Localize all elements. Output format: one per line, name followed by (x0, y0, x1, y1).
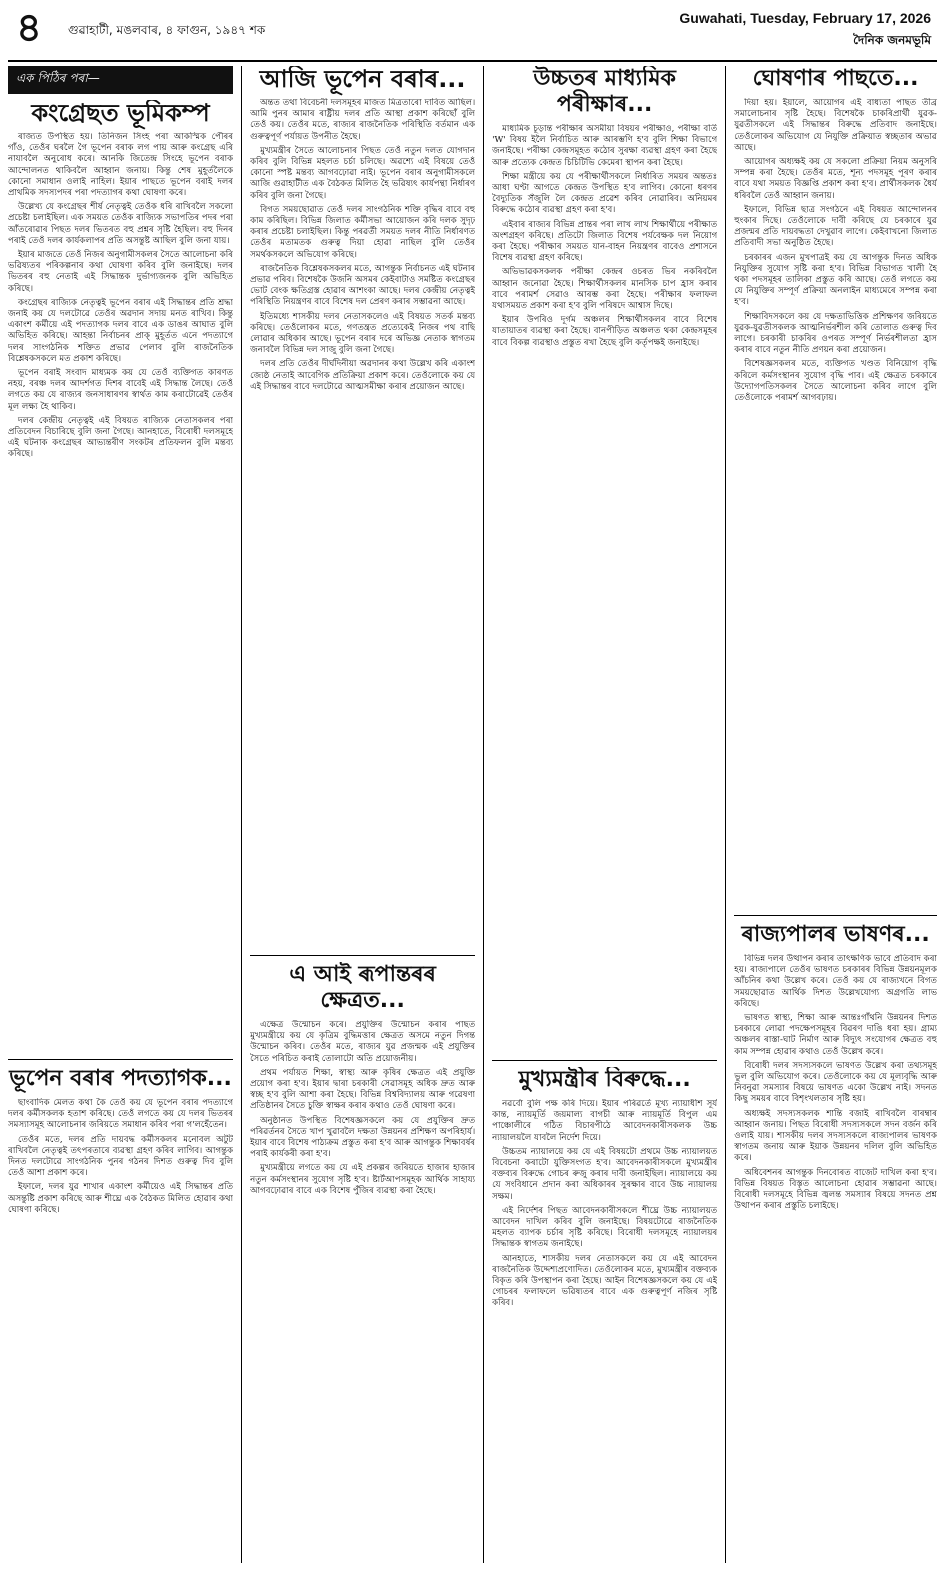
article-body (8, 1098, 233, 1546)
paragraph: অন্তত তথা বিবেচনী দলসমূহৰ মাজত মিত্ৰতাৰো দাবিত আছিল। আমি পুনৰ আমাৰ ৰাষ্ট্ৰীয় দলৰ প্ৰতি আস্থা প্ৰকাশ কৰিছোঁ বুলি তেওঁ কয়। তেওঁৰ মতে, ৰাজ্যৰ ৰাজনৈতিক পৰিস্থিতি বৰ্তমান এক গুৰুত্বপূৰ্ণ পৰ্যায়ত উপনীত হৈছে। (250, 98, 476, 142)
paragraph: বিভিন্ন দলৰ উত্থাপন কৰাৰ তাৎক্ষণিক ভাবে প্ৰতিবাদ কৰা হয়। ৰাজ্যপালে তেওঁৰ ভাষণত চৰকাৰৰ বিভিন্ন উন্নয়নমূলক আঁচনিৰ কথা উল্লেখ কৰে। তেওঁ কয় যে ৰাজ্যখনে বিগত সময়ছোৱাত আৰ্থিক দিশত উল্লেখযোগ্য অগ্ৰগতি লাভ কৰিছে। (734, 954, 937, 1009)
article-headline: ঘোষণাৰ পাছতে... (752, 66, 919, 91)
paragraph: তেওঁৰ মতে, দলৰ প্ৰতি দায়বদ্ধ কৰ্মীসকলৰ মনোবল অটুট ৰাখিবলৈ নেতৃত্বই তৎপৰতাৰে ব্যৱস্থা গ্ৰহণ কৰিব লাগিব। আগন্তুক দিনত দলটোৱে সাংগঠনিক পুনৰ গঠনৰ দিশত গুৰুত্ব দিব বুলি তেওঁ আশা প্ৰকাশ কৰে। (8, 1134, 234, 1179)
article-bhupen-resignation (8, 1066, 233, 1546)
paragraph: শিক্ষা মন্ত্ৰীয়ে কয় যে পৰীক্ষাৰ্থীসকলে নিৰ্ধাৰিত সময়ৰ অন্ততঃ আধা ঘণ্টা আগতে কেন্দ্ৰত উপস্থিত হ'ব লাগিব। কোনো ধৰণৰ বৈদ্যুতিক সঁজুলি লৈ কেন্দ্ৰত প্ৰৱেশ কৰিব নোৱাৰিব। অনিয়মৰ বিৰুদ্ধে কঠোৰ ব্যৱস্থা গ্ৰহণ কৰা হ'ব। (492, 171, 718, 216)
section-label: এক পিঠিৰ পৰা— (8, 66, 233, 94)
article-congress-earthquake (8, 100, 233, 1055)
column-1 (8, 66, 233, 1563)
divider (492, 1060, 717, 1061)
paragraph: বিশেষজ্ঞসকলৰ মতে, ব্যক্তিগত খণ্ডত বিনিয়োগ বৃদ্ধি কৰিলে কৰ্মসংস্থানৰ সুযোগ বৃদ্ধি পাব। এই ক্ষেত্ৰত চৰকাৰে উদ্যোগপতিসকলৰ সৈতে আলোচনা কৰিব লাগে বুলি তেওঁলোকে পৰামৰ্শ আগবঢ়ায়। (734, 359, 937, 404)
paragraph: অধিবেশনৰ আগন্তুক দিনবোৰত বাজেট দাখিল কৰা হ'ব। বিভিন্ন বিষয়ত বিস্তৃত আলোচনা হোৱাৰ সম্ভাৱনা আছে। বিৰোধী দলসমূহে বিভিন্ন জ্বলন্ত সমস্যাৰ বিষয়ে সদনত প্ৰশ্ন উত্থাপন কৰাৰ প্ৰস্তুতি চলাইছে। (734, 1167, 937, 1212)
paragraph: ইফালে, বিভিন্ন ছাত্ৰ সংগঠনে এই বিষয়ত আন্দোলনৰ হুংকাৰ দিছে। তেওঁলোকে দাবী কৰিছে যে চৰকাৰে যুৱ প্ৰজন্মৰ প্ৰতি দায়বদ্ধতা দেখুৱাব লাগে। কেইবাখনো জিলাত প্ৰতিবাদী সভা অনুষ্ঠিত হৈছে। (734, 204, 937, 249)
paragraph: ভাষণত স্বাস্থ্য, শিক্ষা আৰু আন্তঃগাঁথনি উন্নয়নৰ দিশত চৰকাৰে লোৱা পদক্ষেপসমূহৰ বিৱৰণ দাঙি ধৰা হয়। গ্ৰাম্য অঞ্চলৰ ৰাস্তা-ঘাট নিৰ্মাণ আৰু বিদ্যুৎ সংযোগৰ ক্ষেত্ৰত বহু কাম সম্পন্ন হোৱাৰ কথাও তেওঁ উল্লেখ কৰে। (734, 1013, 937, 1057)
divider (250, 955, 475, 956)
divider (8, 1059, 233, 1060)
paragraph: মুখ্যমন্ত্ৰীয়ে লগতে কয় যে এই প্ৰকল্পৰ জৰিয়তে হাজাৰ হাজাৰ নতুন কৰ্মসংস্থানৰ সুযোগ সৃষ্টি হ'ব। ষ্টাৰ্টআপসমূহক আৰ্থিক সাহায্য আগবঢ়োৱাৰ বাবে এক বিশেষ পুঁজিৰ ব্যৱস্থা কৰা হৈছে। (250, 1163, 476, 1196)
paragraph: বিগত সময়ছোৱাত তেওঁ দলৰ সাংগঠনিক শক্তি বৃদ্ধিৰ বাবে বহু কাম কৰিছিল। বিভিন্ন জিলাত কৰ্মীসভা আয়োজন কৰি দলক সুদৃঢ় কৰাৰ প্ৰচেষ্টা চলাইছিল। কিন্তু পৰৱৰ্তী সময়ত দলৰ নীতি নিৰ্ধাৰণত তেওঁৰ মতামতক গুৰুত্ব দিয়া হোৱা নাছিল বুলি তেওঁৰ সমৰ্থকসকলে অভিযোগ কৰিছে। (250, 204, 476, 260)
article-hs-exam (492, 66, 717, 1056)
paragraph: উচ্চতম ন্যায়ালয়ে কয় যে এই বিষয়টো প্ৰথমে উচ্চ ন্যায়ালয়ত বিবেচনা কৰাটো যুক্তিসংগত হ'ব। আবেদনকাৰীসকলে মুখ্যমন্ত্ৰীৰ বক্তব্যৰ বিৰুদ্ধে গোচৰ ৰুজু কৰাৰ দাবী জনাইছিল। ন্যায়ালয়ে কয় যে সংবিধানে প্ৰদান কৰা অধিকাৰৰ সুৰক্ষাৰ বাবে উচ্চ ন্যায়ালয় সক্ষম। (492, 1146, 718, 1202)
divider (734, 915, 937, 916)
paragraph: কংগ্ৰেছৰ ৰাজ্যিক নেতৃত্বই ভূপেন বৰাৰ এই সিদ্ধান্তৰ প্ৰতি শ্ৰদ্ধা জনাই কয় যে দলটোৱে তেওঁৰ অৱদান সদায় মনত ৰাখিব। কিন্তু একাংশ কৰ্মীয়ে এই পদত্যাগক দলৰ বাবে এক ডাঙৰ আঘাত বুলি অভিহিত কৰিছে। আহন্তা নিৰ্বাচনৰ প্ৰাক্ মুহূৰ্তত এনে পদত্যাগে দলৰ সাংগঠনিক শক্তিত প্ৰভাৱ পেলাব বুলি ৰাজনৈতিক বিশ্লেষকসকলে মত প্ৰকাশ কৰিছে। (8, 297, 234, 364)
paragraph: মুখ্যমন্ত্ৰীৰ সৈতে আলোচনাৰ পিছত তেওঁ নতুন দলত যোগদান কৰিব বুলি বিভিন্ন মহলত চৰ্চা চলিছে। অৱশ্যে এই বিষয়ে তেওঁ কোনো স্পষ্ট মন্তব্য আগবঢ়োৱা নাই। ভূপেন বৰাৰ অনুগামীসকলে আজি গুৱাহাটীত এক বৈঠকত মিলিত হৈ ভৱিষ্যৎ কাৰ্যপন্থা নিৰ্ধাৰণ কৰিব বুলি জনা গৈছে। (250, 145, 476, 201)
paragraph: ইফালে, দলৰ যুৱ শাখাৰ একাংশ কৰ্মীয়েও এই সিদ্ধান্তৰ প্ৰতি অসন্তুষ্টি প্ৰকাশ কৰিছে আৰু শীঘ্ৰে এক বৈঠকত মিলিত হোৱাৰ কথা ঘোষণা কৰিছে। (8, 1182, 234, 1215)
paragraph: এইবাৰ ৰাজ্যৰ বিভিন্ন প্ৰান্তৰ পৰা লাখ লাখ শিক্ষাৰ্থীয়ে পৰীক্ষাত অংশগ্ৰহণ কৰিছে। প্ৰতিটো জিলাত বিশেষ পৰ্যবেক্ষক দল নিয়োগ কৰা হৈছে। পৰীক্ষাৰ সময়ত যান-বাহন নিয়ন্ত্ৰণৰ বাবেও প্ৰশাসনে বিশেষ ব্যৱস্থা গ্ৰহণ কৰিছে। (492, 219, 718, 264)
paragraph: আয়োগৰ অধ্যক্ষই কয় যে সকলো প্ৰক্ৰিয়া নিয়ম অনুসৰি সম্পন্ন কৰা হৈছে। তেওঁৰ মতে, শূন্য পদসমূহ পূৰণ কৰাৰ বাবে যথা সময়ত বিজ্ঞপ্তি প্ৰকাশ কৰা হ'ব। প্ৰাৰ্থীসকলক ধৈৰ্য ধৰিবলৈ তেওঁ আহ্বান জনায়। (734, 157, 937, 201)
paragraph: এক্ষেত্ৰ উন্মোচন কৰে। প্ৰযুক্তিৰ উন্মোচন কৰাৰ পাছত মুখ্যমন্ত্ৰীয়ে কয় যে কৃত্ৰিম বুদ্ধিমত্তাৰ ক্ষেত্ৰত অসমে নতুন দিগন্ত উন্মোচন কৰিব। তেওঁৰ মতে, ৰাজ্যৰ যুৱ প্ৰজন্মক এই প্ৰযুক্তিৰ সৈতে পৰিচিত কৰাই তোলাটো অতি প্ৰয়োজনীয়। (250, 1020, 476, 1064)
paragraph: আনহাতে, শাসকীয় দলৰ নেতাসকলে কয় যে এই আবেদন ৰাজনৈতিক উদ্দেশ্যপ্ৰণোদিত। তেওঁলোকৰ মতে, মুখ্যমন্ত্ৰীৰ বক্তব্যক বিকৃত কৰি উপস্থাপন কৰা হৈছে। আইন বিশেষজ্ঞসকলে কয় যে এই গোচৰৰ ফলাফলে ভৱিষ্যতৰ বাবে এক গুৰুত্বপূৰ্ণ নজিৰ সৃষ্টি কৰিব। (492, 1253, 718, 1309)
paper-name: দৈনিক জনমভূমি (853, 33, 931, 47)
paragraph: ইতিমধ্যে শাসকীয় দলৰ নেতাসকলেও এই বিষয়ত সতৰ্ক মন্তব্য কৰিছে। তেওঁলোকৰ মতে, গণতন্ত্ৰত প্ৰত্যেকেই নিজৰ পথ বাছি লোৱাৰ অধিকাৰ আছে। ভূপেন বৰাৰ দৰে অভিজ্ঞ নেতাক স্বাগতম জনাবলৈ বিভিন্ন দল সাজু বুলি জনা গৈছে। (250, 311, 476, 356)
article-body (492, 1099, 717, 1527)
page-number: ৪ (16, 4, 42, 51)
article-body (250, 98, 475, 951)
paragraph: শিক্ষাবিদসকলে কয় যে দক্ষতাভিত্তিক প্ৰশিক্ষণৰ জৰিয়তে যুৱক-যুৱতীসকলক আত্মনিৰ্ভৰশীল কৰি তোলাত গুৰুত্ব দিব লাগে। চৰকাৰী চাকৰিৰ ওপৰত সম্পূৰ্ণ নিৰ্ভৰশীলতা হ্ৰাস কৰাৰ বাবে নতুন নীতি প্ৰণয়ন কৰা প্ৰয়োজন। (734, 311, 937, 356)
paragraph: প্ৰথম পৰ্যায়ত শিক্ষা, স্বাস্থ্য আৰু কৃষিৰ ক্ষেত্ৰত এই প্ৰযুক্তি প্ৰয়োগ কৰা হ'ব। ইয়াৰ দ্বাৰা চৰকাৰী সেৱাসমূহ অধিক দ্ৰুত আৰু স্বচ্ছ হ'ব বুলি আশা কৰা হৈছে। বিভিন্ন বিশ্ববিদ্যালয় আৰু গৱেষণা প্ৰতিষ্ঠানৰ সৈতে চুক্তি স্বাক্ষৰ কৰাৰ কথাও তেওঁ ঘোষণা কৰে। (250, 1067, 476, 1112)
paragraph: অনুষ্ঠানত উপস্থিত বিশেষজ্ঞসকলে কয় যে প্ৰযুক্তিৰ দ্ৰুত পৰিৱৰ্তনৰ সৈতে খাপ খুৱাবলৈ দক্ষতা উন্নয়নৰ প্ৰশিক্ষণ অপৰিহাৰ্য। ইয়াৰ বাবে বিশেষ পাঠ্যক্ৰম প্ৰস্তুত কৰা হ'ব আৰু আগন্তুক শিক্ষাবৰ্ষৰ পৰাই কাৰ্যকৰী কৰা হ'ব। (250, 1115, 476, 1160)
paragraph: অভিভাৱকসকলক পৰীক্ষা কেন্দ্ৰৰ ওচৰত ভিৰ নকৰিবলৈ আহ্বান জনোৱা হৈছে। শিক্ষাৰ্থীসকলৰ মানসিক চাপ হ্ৰাস কৰাৰ বাবে পৰামৰ্শ সেৱাও আৰম্ভ কৰা হৈছে। পৰীক্ষাৰ ফলাফল যথাসময়ত প্ৰকাশ কৰা হ'ব বুলি পৰিষদে আশ্বাস দিছে। (492, 267, 718, 312)
column-2 (250, 66, 475, 1563)
date-local: গুৱাহাটী, মঙলবাৰ, ৪ ফাগুন, ১৯৪৭ শক (68, 23, 266, 37)
article-body (734, 954, 937, 1532)
column-separator (483, 66, 484, 1563)
article-body (250, 1020, 475, 1542)
masthead (8, 0, 937, 62)
article-headline: এ আই ৰূপান্তৰৰ ক্ষেত্ৰত... (289, 962, 436, 1013)
article-headline: আজি ভূপেন বৰাৰ... (259, 66, 466, 93)
paragraph: অধ্যক্ষই সদস্যসকলক শান্তি বজাই ৰাখিবলৈ বাৰম্বাৰ আহ্বান জনায়। পিছত বিৰোধী সদস্যসকলে সদন বৰ্জন কৰি ওলাই যায়। শাসকীয় দলৰ সদস্যসকলে ৰাজ্যপালৰ ভাষণক স্বাগতম জনায় আৰু ইয়াক উন্নয়নৰ দলিল বুলি অভিহিত কৰে। (734, 1108, 937, 1164)
article-body (492, 124, 717, 1056)
paragraph: ইয়াৰ মাজতে তেওঁ নিজৰ অনুগামীসকলৰ সৈতে আলোচনা কৰি ভৱিষ্যতৰ পৰিকল্পনাৰ কথা ঘোষণা কৰিব বুলি জনাইছে। দলৰ ভিতৰৰ বহু নেতাই এই সিদ্ধান্তক দুৰ্ভাগ্যজনক বুলি অভিহিত কৰিছে। (8, 250, 234, 294)
article-headline: ভূপেন বৰাৰ পদত্যাগক... (9, 1066, 232, 1091)
paragraph: ভূপেন বৰাই সংবাদ মাধ্যমক কয় যে তেওঁ ব্যক্তিগত কাৰণত নহয়, বৰঞ্চ দলৰ আদৰ্শগত দিশৰ বাবেই এই সিদ্ধান্ত লৈছে। তেওঁ লগতে কয় যে ৰাজ্যৰ জনসাধাৰণৰ স্বাৰ্থত কাম কৰাটোৱেই তেওঁৰ মূল লক্ষ্য হৈ থাকিব। (8, 368, 234, 412)
paragraph: দলৰ কেন্দ্ৰীয় নেতৃত্বই এই বিষয়ত ৰাজ্যিক নেতাসকলৰ পৰা প্ৰতিবেদন বিচাৰিছে বুলি জনা গৈছে। আনহাতে, বিৰোধী দলসমূহে এই ঘটনাক কংগ্ৰেছৰ আভ্যন্তৰীণ সংকটৰ প্ৰতিফলন বুলি মন্তব্য কৰিছে। (8, 415, 234, 460)
article-body (8, 132, 233, 1055)
paragraph: উল্লেখ্য যে কংগ্ৰেছৰ শীৰ্ষ নেতৃত্বই তেওঁক ধৰি ৰাখিবলৈ সকলো প্ৰচেষ্টা চলাইছিল। এক সময়ত তেওঁক ৰাজ্যিক সভাপতিৰ পদৰ পৰা আঁতৰোৱাৰ পিছত দলৰ ভিতৰত বহু প্ৰশ্নৰ সৃষ্টি হৈছিল। বহু দিনৰ পৰাই তেওঁ দলৰ কাৰ্যকলাপৰ প্ৰতি অসন্তুষ্ট আছিল বুলি জনা যায়। (8, 202, 234, 246)
article-headline: মুখ্যমন্ত্ৰীৰ বিৰুদ্ধে... (518, 1067, 691, 1092)
article-governor-speech (734, 922, 937, 1532)
paragraph: দলৰ প্ৰতি তেওঁৰ দীৰ্ঘদিনীয়া অৱদানৰ কথা উল্লেখ কৰি একাংশ জ্যেষ্ঠ নেতাই আবেগিক প্ৰতিক্ৰিয়া প্ৰকাশ কৰে। তেওঁলোকে কয় যে এই সিদ্ধান্তৰ বাবে দলটোৱে আত্মসমীক্ষা কৰাৰ প্ৰয়োজন আছে। (250, 359, 476, 392)
article-against-cm (492, 1067, 717, 1527)
article-ai-transformation (250, 962, 475, 1542)
paragraph: মাধ্যমিক চূড়ান্ত পৰীক্ষাৰ অসমীয়া বিষয়ৰ পৰীক্ষাও, পৰীক্ষা বৰ্তি 'W' বিষয় ইলৈ নিৰ্বাচিত আৰু আৰম্ভণি হ'ব বুলি শিক্ষা বিভাগে জনাইছে। পৰীক্ষা কেন্দ্ৰসমূহত কঠোৰ সুৰক্ষা ব্যৱস্থা গ্ৰহণ কৰা হৈছে আৰু প্ৰত্যেক কেন্দ্ৰত চিচিটিভি কেমেৰা স্থাপন কৰা হৈছে। (492, 124, 718, 168)
article-after-announcement (734, 66, 937, 911)
paragraph: বিৰোধী দলৰ সদস্যসকলে ভাষণত উল্লেখ কৰা তথ্যসমূহ ভুল বুলি অভিযোগ কৰে। তেওঁলোকে কয় যে মূল্যবৃদ্ধি আৰু নিবনুৱা সমস্যাৰ বিষয়ে ভাষণত একো উল্লেখ নাই। সদনত কিছু সময়ৰ বাবে বিশৃংখলতাৰ সৃষ্টি হয়। (734, 1060, 937, 1105)
date-english: Guwahati, Tuesday, February 17, 2026 (679, 10, 931, 26)
article-headline: কংগ্ৰেছত ভূমিকম্প (31, 100, 210, 127)
column-separator (725, 66, 726, 1563)
article-headline: ৰাজ্যপালৰ ভাষণৰ... (741, 922, 930, 947)
column-separator (241, 66, 242, 1563)
article-bhupen-today (250, 66, 475, 951)
paragraph: নৱৰ্বো বুলি পক্ষ কৰি দিয়ে। ইয়াৰ পৰিৱৰ্তে মূখ্য ন্যায়াধীশ সূৰ্য কান্ত, ন্যায়মূৰ্তি জয়মাল্য বাগচী আৰু ন্যায়মূৰ্তি বিপুল এম পাঞ্চোলীৰে গঠিত বিচাৰপীঠে আবেদনকাৰীসকলক উচ্চ ন্যায়ালয়লৈ যাবলৈ নিৰ্দেশ দিয়ে। (492, 1099, 718, 1143)
paragraph: ছাংবাদিক মেলত কথা কৈ তেওঁ কয় যে ভূপেন বৰাৰ পদত্যাগে দলৰ কৰ্মীসকলক হতাশ কৰিছে। তেওঁ লগতে কয় যে দলৰ ভিতৰৰ সমস্যাসমূহ আলোচনাৰ জৰিয়তে সমাধান কৰিব পৰা গ'লহেঁতেন। (8, 1098, 234, 1131)
columns-container (8, 66, 937, 1563)
paragraph: ইয়াৰ উপৰিও দূৰ্গম অঞ্চলৰ শিক্ষাৰ্থীসকলৰ বাবে বিশেষ যাতায়াতৰ ব্যৱস্থা কৰা হৈছে। বানপীড়িত অঞ্চলত থকা কেন্দ্ৰসমূহৰ বাবে বিকল্প ব্যৱস্থাও প্ৰস্তুত ৰখা হৈছে বুলি কৰ্তৃপক্ষই জনাইছে। (492, 315, 718, 348)
paragraph: দিয়া হয়। ইয়ালে, আয়োগৰ এই বাধ্যতা পাছত তীব্ৰ সমালোচনাৰ সৃষ্টি হৈছে। বিশেষকৈ চাকৰিপ্ৰাৰ্থী যুৱক-যুৱতীসকলে এই সিদ্ধান্তৰ বিৰুদ্ধে প্ৰতিবাদ জনাইছে। তেওঁলোকৰ অভিযোগ যে নিযুক্তি প্ৰক্ৰিয়াত স্বচ্ছতাৰ অভাৱ আছে। (734, 98, 937, 153)
paragraph: চৰকাৰৰ এজন মুখপাত্ৰই কয় যে আগন্তুক দিনত অধিক নিযুক্তিৰ সুযোগ সৃষ্টি কৰা হ'ব। বিভিন্ন বিভাগত খালী হৈ থকা পদসমূহৰ তালিকা প্ৰস্তুত কৰি আছে। তেওঁ লগতে কয় যে নিযুক্তিৰ সম্পূৰ্ণ প্ৰক্ৰিয়া অনলাইন মাধ্যমেৰে সম্পন্ন কৰা হ'ব। (734, 252, 937, 308)
article-headline: উচ্চতৰ মাধ্যমিক পৰীক্ষাৰ... (533, 66, 676, 117)
paragraph: এই নিৰ্দেশৰ পিছত আবেদনকাৰীসকলে শীঘ্ৰে উচ্চ ন্যায়ালয়ত আবেদন দাখিল কৰিব বুলি জনাইছে। বিষয়টোৱে ৰাজনৈতিক মহলত ব্যাপক চৰ্চাৰ সৃষ্টি কৰিছে। বিৰোধী দলসমূহে ন্যায়ালয়ৰ সিদ্ধান্তক স্বাগতম জনাইছে। (492, 1205, 718, 1250)
article-body (734, 98, 937, 911)
paragraph: ৰাজ্যত উপস্থিত হয়। তিনিজন সিংহ পৰা আকস্মিক পৌৰৰ গাঁও, তেওঁৰ ঘৰলৈ গৈ ভূপেন বৰাক লগ পায় আৰু কংগ্ৰেছ এৰি নাযাবলৈ অনুৰোধ কৰে। আনকি জিতেন্দ্ৰ সিংহে ভূপেন বৰাক আন্দোলনত থাকিবলৈ আহ্বান জনায়। কিন্তু শেষ মুহূৰ্তলৈকে কোনো সমাধান ওলাই নাহিল। ইয়াৰ পাছতে ভূপেন বৰাই দলৰ প্ৰাথমিক সদস্যপদৰ পৰা পদত্যাগৰ কথা ঘোষণা কৰে। (8, 132, 234, 199)
column-3 (492, 66, 717, 1563)
column-4 (734, 66, 937, 1563)
paragraph: ৰাজনৈতিক বিশ্লেষকসকলৰ মতে, আগন্তুক নিৰ্বাচনত এই ঘটনাৰ প্ৰভাৱ পৰিব। বিশেষকৈ উজনি অসমৰ কেইবাটাও সমষ্টিত কংগ্ৰেছৰ ভোট বেংক ক্ষতিগ্ৰস্ত হোৱাৰ আশংকা আছে। দলৰ কেন্দ্ৰীয় নেতৃত্বই পৰিস্থিতি নিয়ন্ত্ৰণৰ বাবে বিশেষ দল প্ৰেৰণ কৰাৰ সম্ভাৱনা আছে। (250, 263, 476, 308)
